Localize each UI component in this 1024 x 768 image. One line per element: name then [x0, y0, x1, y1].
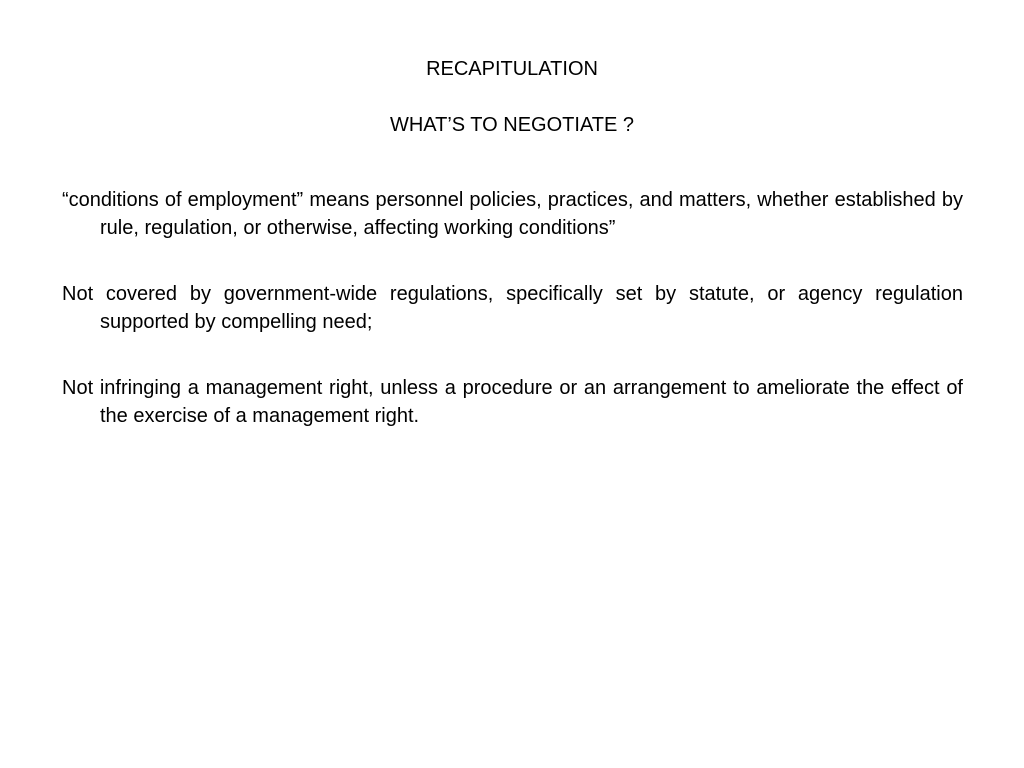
- paragraph-management-right: Not infringing a management right, unless a procedure or an arrangement to ameliorate the effect of the exercise of a management right.: [62, 377, 963, 427]
- slide-title: RECAPITULATION: [426, 58, 598, 80]
- paragraph-not-covered: Not covered by government-wide regulations, specifically set by statute, or agency regulation supported by compelling need;: [62, 283, 963, 333]
- slide-body: [62, 186, 963, 468]
- slide-subtitle: WHAT’S TO NEGOTIATE ?: [389, 114, 635, 136]
- paragraph-conditions-of-employment: “conditions of employment” means personnel policies, practices, and matters, whether established by rule, regulation, or otherwise, affecting working conditions”: [62, 189, 963, 239]
